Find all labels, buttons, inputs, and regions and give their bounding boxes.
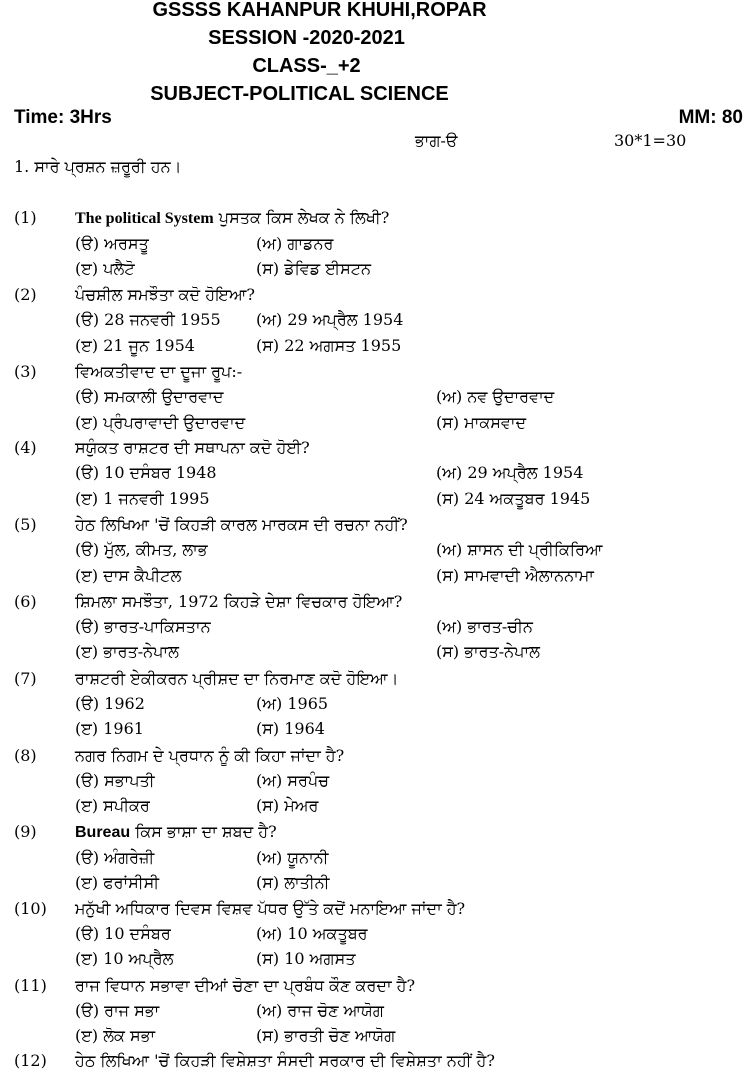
option-b: (ਅ) 29 ਅਪ੍ਰੈਲ 1954 <box>256 310 404 329</box>
option-b: (ਅ) ਸਰਪੰਚ <box>256 771 330 790</box>
session: SESSION -2020-2021 <box>208 27 405 49</box>
question-number: (8) <box>14 746 37 765</box>
subject: SUBJECT-POLITICAL SCIENCE <box>150 83 449 105</box>
question-text <box>75 821 277 844</box>
question-text: ਨਗਰ ਨਿਗਮ ਦੇ ਪ੍ਰਧਾਨ ਨੂੰ ਕੀ ਕਿਹਾ ਜਾਂਦਾ ਹੈ? <box>75 746 345 765</box>
question-number: (10) <box>14 899 47 918</box>
question-prefix: Bureau <box>75 824 131 841</box>
option-d: (ਸ) ਭਾਰਤ-ਨੇਪਾਲ <box>436 642 540 661</box>
option-b: (ਅ) 10 ਅਕਤੂਬਰ <box>256 924 368 943</box>
question-text <box>75 207 389 230</box>
option-b: (ਅ) 29 ਅਪ੍ਰੈਲ 1954 <box>436 463 584 482</box>
question-body: ਪੁਸਤਕ ਕਿਸ ਲੇਖਕ ਨੇ ਲਿਖੀ? <box>213 208 390 227</box>
max-marks: MM: 80 <box>678 107 743 128</box>
question-number: (1) <box>14 208 37 227</box>
option-b: (ਅ) 1965 <box>256 694 329 713</box>
section-title: ਭਾਗ-ੳ <box>415 131 458 150</box>
time-label: Time: 3Hrs <box>14 107 112 128</box>
option-a: (ੳ) ਅਰਸਤੂ <box>75 234 149 253</box>
option-c: (ੲ) 1961 <box>75 719 144 738</box>
option-c: (ੲ) ਫਰਾਂਸੀਸੀ <box>75 873 160 892</box>
question-number: (9) <box>14 822 37 841</box>
question-text: ਰਾਸ਼ਟਰੀ ਏਕੀਕਰਨ ਪ੍ਰੀਸ਼ਦ ਦਾ ਨਿਰਮਾਣ ਕਦੋ ਹੋਇਆ। <box>75 669 399 688</box>
option-b: (ਅ) ਯੂਨਾਨੀ <box>256 848 329 867</box>
option-c: (ੲ) ਲੋਕ ਸਭਾ <box>75 1026 156 1045</box>
option-d: (ਸ) 22 ਅਗਸਤ 1955 <box>256 336 402 355</box>
question-number: (3) <box>14 362 37 381</box>
option-d: (ਸ) ਭਾਰਤੀ ਚੋਣ ਆਯੋਗ <box>256 1026 396 1045</box>
question-text: ਮਨੁੱਖੀ ਅਧਿਕਾਰ ਦਿਵਸ ਵਿਸ਼ਵ ਪੱਧਰ ਉੱਤੇ ਕਦੋਂ ਮਨਾਇਆ ਜਾਂਦਾ ਹੈ? <box>75 899 466 918</box>
option-c: (ੲ) ਸਪੀਕਰ <box>75 796 150 815</box>
option-d: (ਸ) 24 ਅਕਤੂਬਰ 1945 <box>436 489 591 508</box>
option-a: (ੳ) 28 ਜਨਵਰੀ 1955 <box>75 310 221 329</box>
question-text: ਵਿਅਕਤੀਵਾਦ ਦਾ ਦੂਜਾ ਰੂਪ:- <box>75 362 243 381</box>
question-number: (12) <box>14 1051 47 1070</box>
question-text: ਹੇਠ ਲਿਖਿਆ 'ਚੋਂ ਕਿਹੜੀ ਕਾਰਲ ਮਾਰਕਸ ਦੀ ਰਚਨਾ ਨਹੀਂ? <box>75 515 408 534</box>
option-b: (ਅ) ਨਵ ਉਦਾਰਵਾਦ <box>436 387 555 406</box>
option-c: (ੲ) 1 ਜਨਵਰੀ 1995 <box>75 489 210 508</box>
question-text: ਸਯੁੰਕਤ ਰਾਸ਼ਟਰ ਦੀ ਸਥਾਪਨਾ ਕਦੋ ਹੋਈ? <box>75 438 310 457</box>
option-d: (ਸ) ਲਾਤੀਨੀ <box>256 873 330 892</box>
question-number: (5) <box>14 515 37 534</box>
question-number: (2) <box>14 285 37 304</box>
option-d: (ਸ) ਮਾਕਸਵਾਦ <box>436 413 527 432</box>
option-c: (ੲ) 21 ਜੂਨ 1954 <box>75 336 195 355</box>
school-name: GSSSS KAHANPUR KHUHI,ROPAR <box>152 0 487 21</box>
question-number: (11) <box>14 976 47 995</box>
question-number: (4) <box>14 438 37 457</box>
question-text: ਹੇਠ ਲਿਖਿਆ 'ਚੋਂ ਕਿਹੜੀ ਵਿਸ਼ੇਸ਼ਤਾ ਸੰਸਦੀ ਸਰਕਾਰ ਦੀ ਵਿਸ਼ੇਸ਼ਤਾ ਨਹੀਂ ਹੈ? <box>75 1051 495 1070</box>
option-c: (ੲ) ਪਲੈਟੋ <box>75 259 135 278</box>
option-d: (ਸ) ਡੇਵਿਡ ਈਸਟਨ <box>256 259 372 278</box>
option-a: (ੳ) ਸਮਕਾਲੀ ਉਦਾਰਵਾਦ <box>75 387 224 406</box>
question-prefix: The political System <box>75 210 214 227</box>
option-a: (ੳ) 10 ਦਸੰਬਰ 1948 <box>75 463 217 482</box>
option-a: (ੳ) ਰਾਜ ਸਭਾ <box>75 1001 160 1020</box>
option-d: (ਸ) 10 ਅਗਸਤ <box>256 949 356 968</box>
question-number: (6) <box>14 592 37 611</box>
option-a: (ੳ) ਸਭਾਪਤੀ <box>75 771 155 790</box>
option-a: (ੳ) 1962 <box>75 694 145 713</box>
option-c: (ੲ) ਭਾਰਤ-ਨੇਪਾਲ <box>75 642 179 661</box>
option-b: (ਅ) ਰਾਜ ਚੋਣ ਆਯੋਗ <box>256 1001 384 1020</box>
question-text: ਪੰਚਸ਼ੀਲ ਸਮਝੌਤਾ ਕਦੋ ਹੋਇਆ? <box>75 285 255 304</box>
question-text: ਸ਼ਿਮਲਾ ਸਮਝੌਤਾ, 1972 ਕਿਹੜੇ ਦੇਸ਼ਾ ਵਿਚਕਾਰ ਹੋਇਆ? <box>75 592 403 611</box>
option-b: (ਅ) ਗਾਡਨਰ <box>256 234 334 253</box>
question-number: (7) <box>14 669 37 688</box>
option-a: (ੳ) 10 ਦਸੰਬਰ <box>75 924 171 943</box>
option-b: (ਅ) ਸ਼ਾਸਨ ਦੀ ਪ੍ਰੀਕਿਰਿਆ <box>436 540 603 559</box>
section-marks: 30*1=30 <box>614 131 687 150</box>
option-c: (ੲ) 10 ਅਪ੍ਰੈਲ <box>75 949 174 968</box>
option-a: (ੳ) ਅੰਗਰੇਜ਼ੀ <box>75 848 155 867</box>
option-a: (ੳ) ਮੁੱਲ, ਕੀਮਤ, ਲਾਭ <box>75 540 208 559</box>
option-c: (ੲ) ਪ੍ਰੰਪਰਾਵਾਦੀ ਉਦਾਰਵਾਦ <box>75 413 246 432</box>
question-body: ਕਿਸ ਭਾਸ਼ਾ ਦਾ ਸ਼ਬਦ ਹੈ? <box>130 822 277 841</box>
option-a: (ੳ) ਭਾਰਤ-ਪਾਕਿਸਤਾਨ <box>75 617 211 636</box>
class: CLASS-_+2 <box>252 55 361 77</box>
option-d: (ਸ) ਸਾਮਵਾਦੀ ਐਲਾਨਨਾਮਾ <box>436 566 594 585</box>
option-d: (ਸ) 1964 <box>256 719 325 738</box>
instruction: 1. ਸਾਰੇ ਪ੍ਰਸ਼ਨ ਜ਼ਰੂਰੀ ਹਨ। <box>14 157 182 176</box>
option-d: (ਸ) ਮੇਅਰ <box>256 796 319 815</box>
question-text: ਰਾਜ ਵਿਧਾਨ ਸਭਾਵਾ ਦੀਆਂ ਚੋਣਾ ਦਾ ਪ੍ਰਬੰਧ ਕੌਣ ਕਰਦਾ ਹੈ? <box>75 976 416 995</box>
option-c: (ੲ) ਦਾਸ ਕੈਪੀਟਲ <box>75 566 182 585</box>
option-b: (ਅ) ਭਾਰਤ-ਚੀਨ <box>436 617 533 636</box>
